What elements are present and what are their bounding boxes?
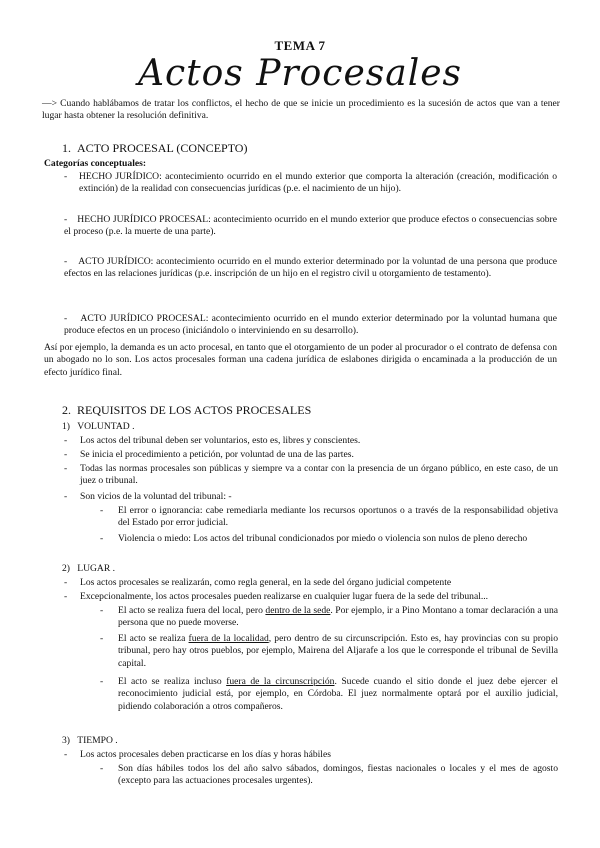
tiempo-title: TIEMPO . <box>77 735 118 746</box>
section-2-title: REQUISITOS DE LOS ACTOS PROCESALES <box>77 403 312 417</box>
bullet-dash: - <box>100 505 104 516</box>
definition-term: HECHO JURÍDICO <box>79 171 160 182</box>
categories-label: Categorías conceptuales: <box>44 158 147 169</box>
page-title: Actos Procesales <box>137 53 463 94</box>
lugar-subitem-text: , pero dentro de su circunscripción. Esto es, hay provincias con su propio tribunal, pero hay otros pueblos, por ejemplo, Mairena del Aljarafe a los que le corresponde el tribunal de Sevilla capital. <box>118 633 558 669</box>
bullet-dash: - <box>100 633 104 644</box>
section-1-number: 1. <box>62 141 71 155</box>
section-2-number: 2. <box>62 403 71 417</box>
bullet-dash: - <box>64 435 68 446</box>
bullet-dash: - <box>100 605 104 616</box>
voluntad-number: 1) <box>62 421 70 432</box>
voluntad-subitem: Violencia o miedo: Los actos del tribunal condicionados por miedo o violencia son nulos de pleno derecho <box>118 533 528 544</box>
bullet-dash: - <box>100 533 104 544</box>
section-1-title: ACTO PROCESAL (CONCEPTO) <box>77 141 248 155</box>
bullet-dash: - <box>64 749 68 760</box>
bullet-dash: - <box>64 491 68 502</box>
section-1-closing: Así por ejemplo, la demanda es un acto procesal, en tanto que el otorgamiento de un poder al procurador o el contrato de defensa con un abogado no lo son. Los actos procesales forman una cadena jurídica de eslabones dirigida o encaminada a la producción de un efecto jurídico final. <box>44 342 557 378</box>
tiempo-heading <box>62 735 118 747</box>
voluntad-item: Se inicia el procedimiento a petición, por voluntad de una de las partes. <box>80 449 354 460</box>
lugar-subitem-text: . Sucede cuando el sitio donde el juez debe ejercer el reconocimiento judicial está, por ejemplo, en Córdoba. El juez normalmente optará por el auxilio judicial, pidiendo colaboración a otros compañeros. <box>118 676 558 712</box>
definition-text: : acontecimiento ocurrido en el mundo exterior determinado por la voluntad de una persona que produce efectos en las relaciones jurídicas (p.e. inscripción de un hijo en el registro civil u otorgamiento de testamento). <box>64 256 558 280</box>
voluntad-heading <box>62 421 135 433</box>
voluntad-subitem: El error o ignorancia: cabe remediarla mediante los recursos oportunos o a través de la responsabilidad objetiva del Estado por error judicial. <box>118 505 558 529</box>
intro-paragraph: —> Cuando hablábamos de tratar los conflictos, el hecho de que se inicie un procedimiento es la sucesión de actos que van a tener lugar hasta obtener la resolución definitiva. <box>42 98 560 122</box>
tema-label: TEMA 7 <box>274 38 326 53</box>
bullet-dash: - <box>64 577 68 588</box>
voluntad-item: Son vicios de la voluntad del tribunal: - <box>80 491 232 502</box>
definition-text: : acontecimiento ocurrido en el mundo exterior determinado por la voluntad humana que produce efectos en un proceso (iniciándolo o interviniendo en su desarrollo). <box>64 313 557 337</box>
lugar-heading <box>62 563 115 575</box>
tiempo-subitem: Son días hábiles todos los del año salvo sábados, domingos, fiestas nacionales o locales y el mes de agosto (excepto para las actuaciones procesales urgentes). <box>118 763 558 787</box>
lugar-subitem <box>118 676 558 713</box>
voluntad-title: VOLUNTAD . <box>77 421 135 432</box>
bullet-dash: - <box>64 171 68 182</box>
lugar-subitem-underlined: fuera de la circunscripción <box>226 676 335 687</box>
bullet-dash: - <box>100 676 104 687</box>
lugar-subitem-text: El acto se realiza incluso <box>118 676 227 687</box>
definition-item <box>79 171 557 196</box>
bullet-dash: - <box>64 214 68 225</box>
lugar-title: LUGAR . <box>77 563 116 574</box>
bullet-dash: - <box>64 313 68 324</box>
definition-term: ACTO JURÍDICO <box>78 256 151 267</box>
lugar-subitem <box>118 633 558 670</box>
lugar-subitem-underlined: fuera de la localidad <box>188 633 269 644</box>
bullet-dash: - <box>64 449 68 460</box>
bullet-dash: - <box>64 256 68 267</box>
voluntad-item: Todas las normas procesales son públicas y siempre va a contar con la presencia de un órgano público, en este caso, de un juez o tribunal. <box>80 463 558 487</box>
bullet-dash: - <box>64 591 68 602</box>
lugar-subitem-text: El acto se realiza fuera del local, pero <box>118 605 266 616</box>
definition-item <box>64 313 557 338</box>
lugar-subitem-underlined: dentro de la sede <box>265 605 331 616</box>
definition-text: : acontecimiento ocurrido en el mundo exterior que produce efectos o consecuencias sobre el proceso (p.e. la muerte de una parte). <box>64 214 558 238</box>
lugar-subitem-text: El acto se realiza <box>118 633 189 644</box>
definition-term: HECHO JURÍDICO PROCESAL <box>77 214 209 225</box>
lugar-subitem <box>118 605 558 630</box>
lugar-item: Excepcionalmente, los actos procesales pueden realizarse en cualquier lugar fuera de la sede del tribunal... <box>80 591 489 602</box>
tiempo-number: 3) <box>62 735 70 746</box>
definition-item <box>64 256 557 281</box>
bullet-dash: - <box>64 463 68 474</box>
section-1-heading <box>62 141 247 156</box>
definition-text: : acontecimiento ocurrido en el mundo exterior que comporta la alteración (creación, modificación o extinción) de la realidad con consecuencias jurídicas (p.e. el nacimiento de un hijo). <box>79 171 557 195</box>
lugar-number: 2) <box>62 563 70 574</box>
lugar-subitem-text: . Por ejemplo, ir a Pino Montano a tomar declaración a una persona que no puede moverse. <box>118 605 558 629</box>
voluntad-item: Los actos del tribunal deben ser voluntarios, esto es, libres y conscientes. <box>80 435 361 446</box>
tiempo-item: Los actos procesales deben practicarse en los días y horas hábiles <box>80 749 331 760</box>
lugar-item: Los actos procesales se realizarán, como regla general, en la sede del órgano judicial competente <box>80 577 452 588</box>
definition-item <box>64 214 557 239</box>
bullet-dash: - <box>100 763 104 774</box>
section-2-heading <box>62 403 311 418</box>
definition-term: ACTO JURÍDICO PROCESAL <box>80 313 206 324</box>
